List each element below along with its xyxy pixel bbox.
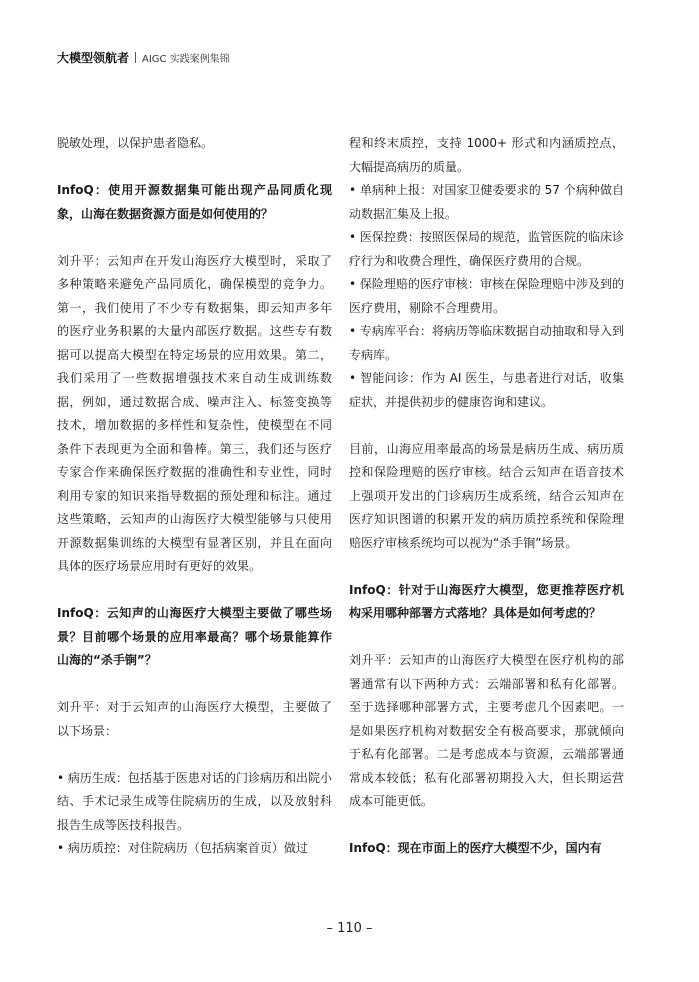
right-column bbox=[349, 132, 624, 861]
header-divider bbox=[135, 52, 136, 63]
interview-question: InfoQ：使用开源数据集可能出现产品同质化现象，山海在数据资源方面是如何使用的？ bbox=[57, 183, 332, 221]
paragraph-spacer bbox=[57, 156, 332, 180]
interview-question: InfoQ：现在市面上的医疗大模型不少，国内有 bbox=[349, 841, 602, 855]
page-number: – 110 – bbox=[326, 921, 373, 936]
paragraph-spacer bbox=[57, 673, 332, 697]
paragraph: 脱敏处理，以保护患者隐私。 bbox=[57, 136, 214, 150]
running-header bbox=[57, 50, 230, 68]
paragraph-spacer bbox=[57, 579, 332, 603]
book-subtitle: AIGC 实践案例集锦 bbox=[142, 54, 230, 65]
paragraph: 刘升平：对于云知声的山海医疗大模型，主要做了以下场景： bbox=[57, 700, 332, 738]
paragraph: 程和终末质控，支持 1000+ 形式和内涵质控点，大幅提高病历的质量。 bbox=[349, 136, 624, 174]
paragraph: • 单病种上报：对国家卫健委要求的 57 个病种做自动数据汇集及上报。 bbox=[349, 183, 624, 221]
paragraph: • 医保控费：按照医保局的规范，监管医院的临床诊疗行为和收费合理性，确保医疗费用的合规。 bbox=[349, 230, 624, 268]
interview-question: InfoQ：云知声的山海医疗大模型主要做了哪些场景？目前哪个场景的应用率最高？哪个场景能算作山海的“杀手锏”？ bbox=[57, 606, 332, 667]
paragraph-spacer bbox=[349, 555, 624, 579]
paragraph: • 智能问诊：作为 AI 医生，与患者进行对话，收集症状，并提供初步的健康咨询和建议。 bbox=[349, 371, 624, 409]
paragraph: • 病历质控：对住院病历（包括病案首页）做过 bbox=[57, 841, 308, 855]
paragraph: 刘升平：云知声在开发山海医疗大模型时，采取了多种策略来避免产品同质化，确保模型的竞争力。第一，我们使用了不少专有数据集，即云知声多年的医疗业务积累的大量内部医疗数据。这些专有数据可以提高大模型在特定场景的应用效果。第二， 我们采用了一些数据增强技术来自动生成训练数据，例如，通过数据合成、噪声注入、标签变换等技术，增加数据的多样性和复杂性，使模型在不同条件下表现更为全面和鲁棒。第三，我们还与医疗专家合作来确保医疗数据的准确性和专业性，同时利用专家的知识来指导数据的预处理和标注。通过这些策略，云知声的山海医疗大模型能够与只使用开源数据集训练的大模型有显著区别，并且在面向具体的医疗场景应用时有更好的效果。 bbox=[57, 253, 332, 573]
paragraph: • 保险理赔的医疗审核：审核在保险理赔中涉及到的医疗费用，剔除不合理费用。 bbox=[349, 277, 624, 315]
paragraph: • 病历生成：包括基于医患对话的门诊病历和出院小结、手术记录生成等住院病历的生成，以及放射科报告生成等医技科报告。 bbox=[57, 770, 332, 832]
left-column bbox=[57, 132, 332, 861]
paragraph-spacer bbox=[349, 626, 624, 650]
paragraph-spacer bbox=[57, 743, 332, 767]
book-title: 大模型领航者 bbox=[57, 51, 130, 65]
paragraph-spacer bbox=[57, 226, 332, 250]
interview-question: InfoQ：针对于山海医疗大模型，您更推荐医疗机构采用哪种部署方式落地？具体是如何考虑的？ bbox=[349, 582, 624, 620]
paragraph: 目前，山海应用率最高的场景是病历生成、病历质控和保险理赔的医疗审核。结合云知声在语音技术上强项开发出的门诊病历生成系统，结合云知声在医疗知识图谱的积累开发的病历质控系统和保险理赔医疗审核系统均可以视为“杀手锏”场景。 bbox=[349, 441, 624, 550]
paragraph-spacer bbox=[349, 414, 624, 438]
paragraph-spacer bbox=[349, 814, 624, 838]
paragraph: 刘升平：云知声的山海医疗大模型在医疗机构的部署通常有以下两种方式：云端部署和私有化部署。至于选择哪种部署方式，主要考虑几个因素吧。一是如果医疗机构对数据安全有极高要求，那就倾向于私有化部署。二是考虑成本与资源，云端部署通常成本较低；私有化部署初期投入大，但长期运营成本可能更低。 bbox=[349, 653, 624, 808]
paragraph: • 专病库平台：将病历等临床数据自动抽取和导入到专病库。 bbox=[349, 324, 624, 362]
